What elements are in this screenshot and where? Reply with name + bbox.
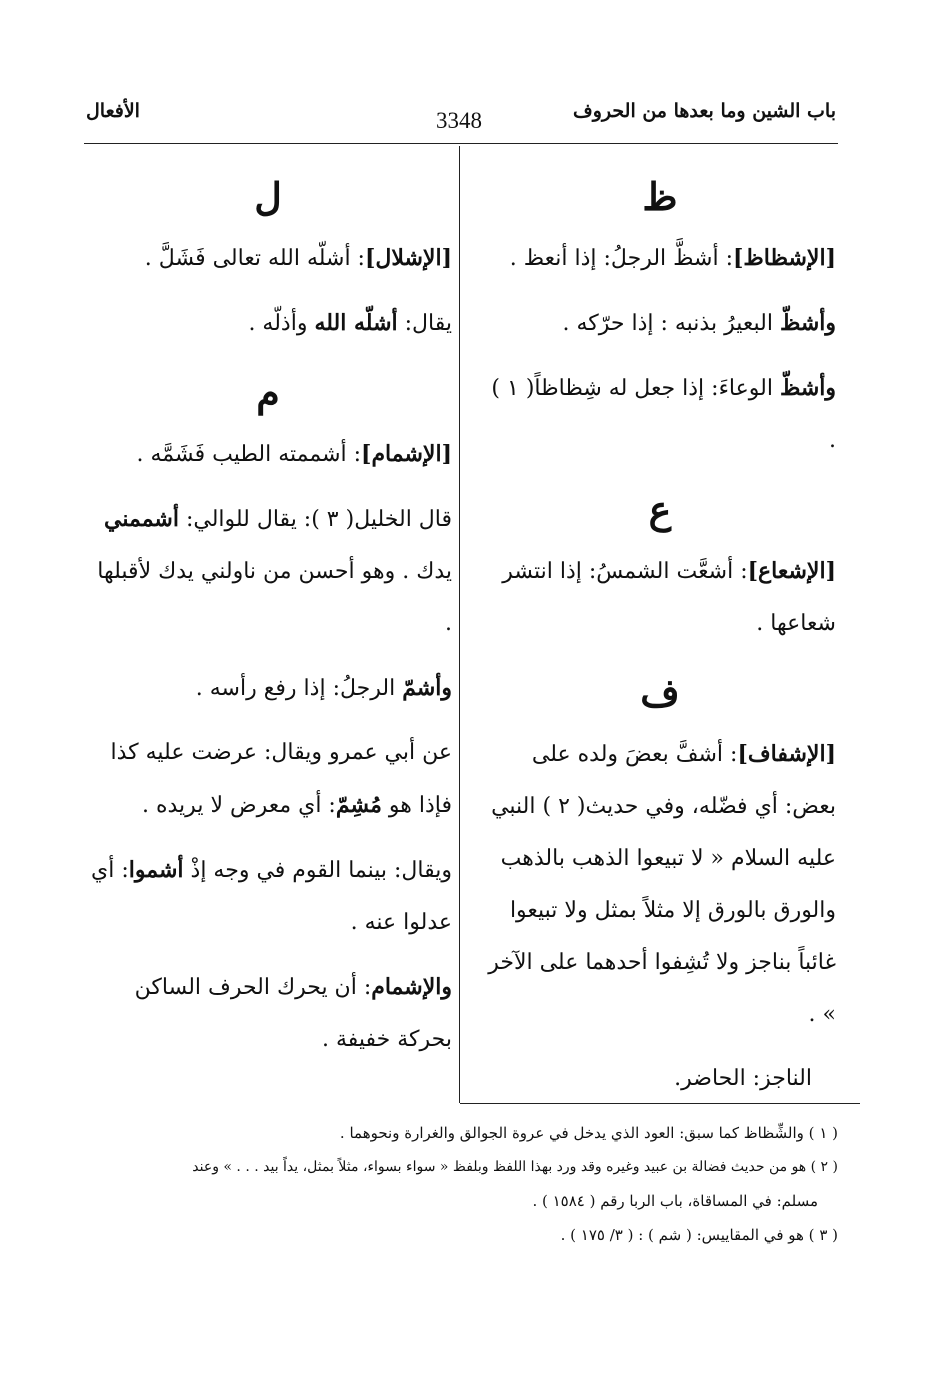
entry-ishzaz bbox=[484, 232, 836, 285]
letter-heading-fa: ف bbox=[640, 670, 680, 715]
entry-text: : أشفَّ بعضَ ولده على بعض: أي فضّله، وفي حديث( ٢ ) النبي عليه السلام « لا تبيعوا الذهب بالذهب والورق بالورق إلا مثلاً بمثل ولا تبيعوا غائباً بناجز ولا تُشِفوا أحدهما على الآخر » . bbox=[488, 742, 836, 1027]
entry-text: الوعاءَ: إذا جعل له شِظاظاً( ١ ) . bbox=[491, 376, 836, 453]
entry-text: ويقال: بينما القوم في وجه إذْ bbox=[183, 858, 452, 883]
entry-text: : أن يحرك الحرف الساكن بحركة خفيفة . bbox=[134, 975, 452, 1052]
entry-text: البعيرُ بذنبه : إذا حرّكه . bbox=[562, 311, 780, 336]
entry-text: : أشممته الطيب فَشَمَّه . bbox=[136, 442, 362, 467]
entry-text: يقال: bbox=[397, 311, 452, 336]
entry-text: : أي عدلوا عنه . bbox=[91, 858, 452, 935]
entry-term: [الإشمام] bbox=[361, 441, 452, 467]
entry-ishaa bbox=[484, 545, 836, 650]
entry-term: والإشمام bbox=[371, 974, 452, 1000]
entry-khalil-quote bbox=[84, 493, 452, 650]
letter-heading-lam: ل bbox=[254, 174, 282, 219]
left-column bbox=[84, 168, 452, 1078]
letter-heading-zah: ظ bbox=[642, 174, 678, 219]
entry-text: : أشظَّ الرجلُ: إذا أنعظ . bbox=[509, 246, 733, 271]
entry-ishmam bbox=[84, 428, 452, 481]
footnote-rule bbox=[460, 1103, 860, 1104]
entry-najiz: الناجز: الحاضر. bbox=[674, 1066, 812, 1091]
entry-term: وأشمّ bbox=[402, 675, 452, 701]
entry-term: أشموا bbox=[128, 857, 184, 883]
entry-term: [الإشعاع] bbox=[747, 558, 836, 584]
entry-ashazza-wiaa bbox=[484, 362, 836, 467]
entry-ashammu bbox=[84, 844, 452, 949]
footnote-2: ( ٢ ) هو من حديث فضالة بن عبيد وغيره وقد ورد بهذا اللفظ وبلفظ « سواء بسواء، مثلاً بمثل، يداً بيد . . . » وعند bbox=[192, 1159, 838, 1175]
entry-term: أشممني bbox=[104, 506, 179, 532]
footnote-3: ( ٣ ) هو في المقاييس: ( شم ) : ( ٣/ ١٧٥ ) . bbox=[560, 1226, 838, 1244]
entry-term: [الإشلال] bbox=[364, 245, 452, 271]
footnote-2-continued: مسلم: في المساقاة، باب الربا رقم ( ١٥٨٤ ) . bbox=[532, 1192, 818, 1210]
entry-ashallahu bbox=[84, 297, 452, 350]
entry-term: أشلّه الله bbox=[314, 310, 398, 336]
entry-text: يدك . وهو أحسن من ناولني يدك لأقبلها . bbox=[97, 559, 452, 636]
entry-text: : أشلّه الله تعالى فَشَلَّ . bbox=[144, 246, 365, 271]
running-head-chapter: باب الشين وما بعدها من الحروف bbox=[573, 100, 836, 122]
entry-term: وأشظّ bbox=[779, 310, 836, 336]
entry-term: مُشِمّ bbox=[335, 792, 382, 818]
entry-text: قال الخليل( ٣ ): يقال للوالي: bbox=[178, 507, 452, 532]
entry-text: : أشعَّت الشمسُ: إذا انتشر شعاعها . bbox=[502, 559, 836, 636]
right-column bbox=[484, 168, 836, 1117]
page-number: 3348 bbox=[436, 108, 482, 133]
entry-ishlal bbox=[84, 232, 452, 285]
running-head-section: الأفعال bbox=[86, 100, 140, 122]
entry-ishfaf bbox=[484, 728, 836, 1041]
letter-heading-ain: ع bbox=[648, 487, 672, 532]
entry-term: وأشظّ bbox=[779, 375, 836, 401]
header-rule bbox=[84, 143, 838, 144]
entry-ishmam-grammar bbox=[84, 961, 452, 1066]
entry-term: [الإشظاظ] bbox=[732, 245, 836, 271]
entry-ashazza-baeer bbox=[484, 297, 836, 350]
entry-text: : أي معرض لا يريده . bbox=[142, 793, 336, 818]
entry-text: وأذلّه . bbox=[248, 311, 315, 336]
letter-heading-mim: م bbox=[256, 370, 280, 415]
column-divider bbox=[459, 146, 460, 1103]
entry-text: عن أبي عمرو ويقال: عرضت عليه كذا فإذا هو bbox=[110, 740, 452, 818]
footnote-1: ( ١ ) والشِّظاظ كما سبق: العود الذي يدخل في عروة الجوالق والغرارة ونحوهما . bbox=[339, 1124, 838, 1142]
entry-mushimm bbox=[84, 727, 452, 832]
entry-text: الرجلُ: إذا رفع رأسه . bbox=[195, 676, 403, 701]
entry-term: [الإشفاف] bbox=[737, 741, 836, 767]
entry-ashamma-rajul bbox=[84, 662, 452, 715]
